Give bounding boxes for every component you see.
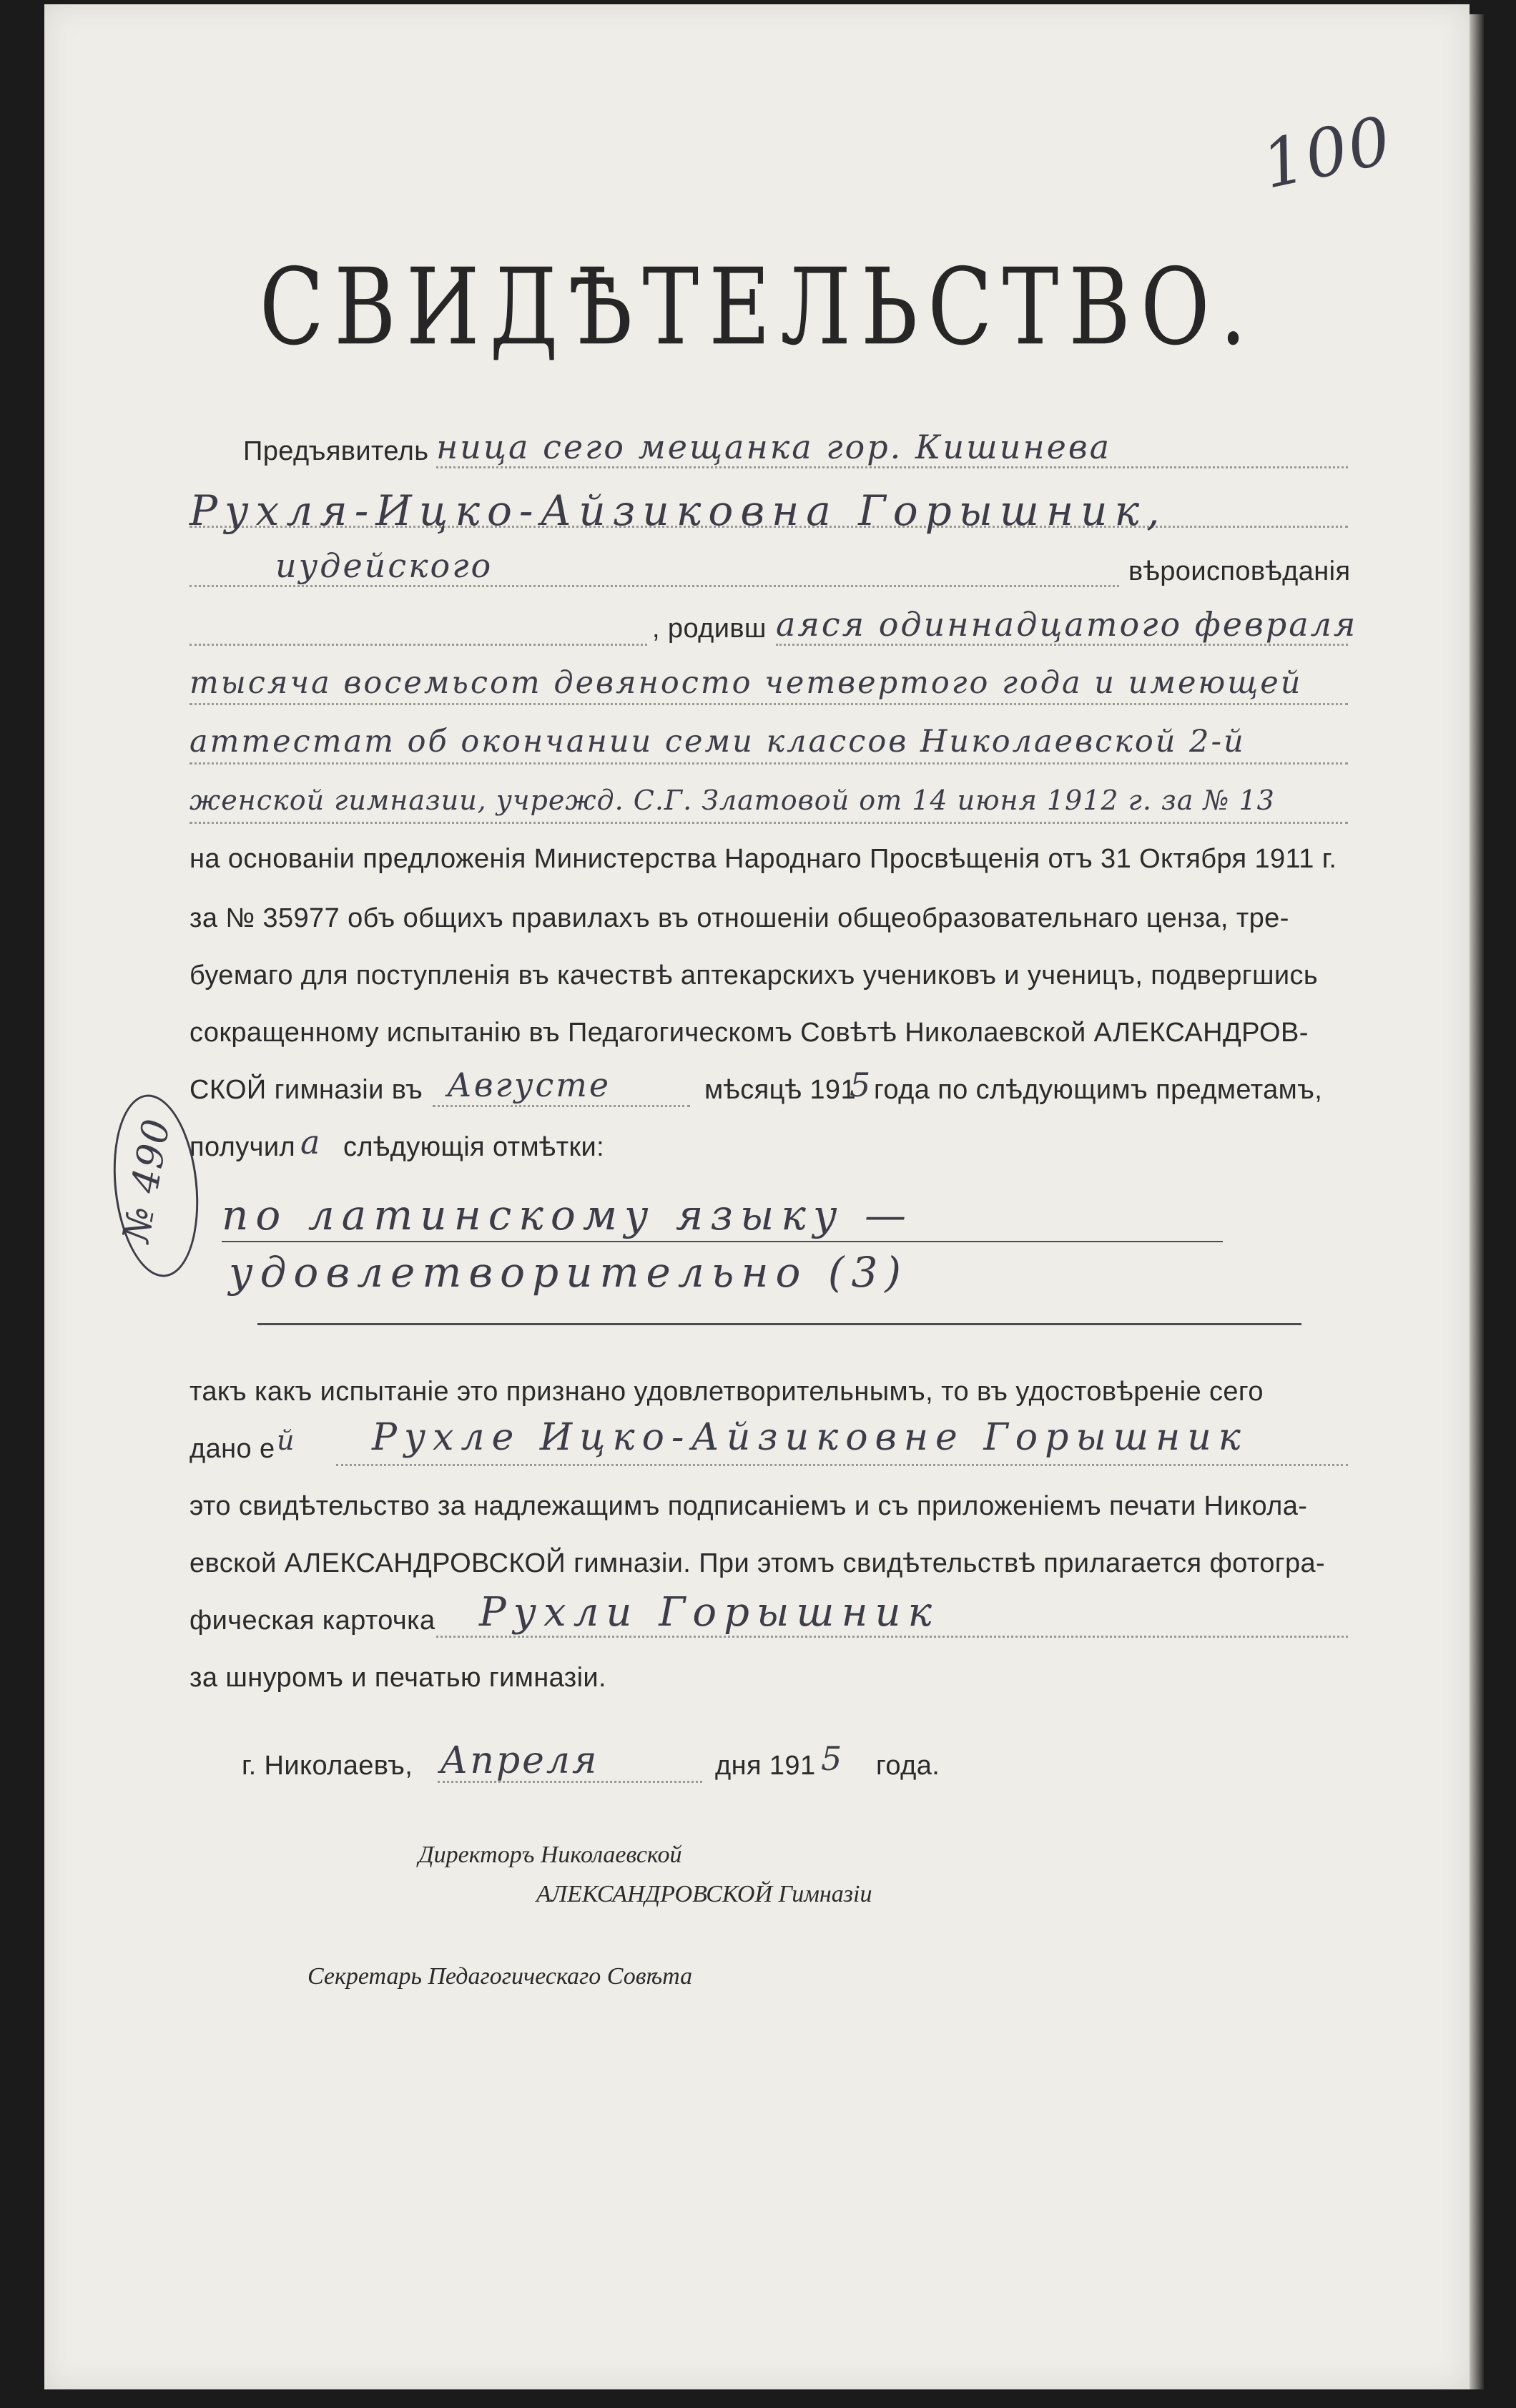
- fill-line: [436, 1636, 1348, 1638]
- fill-line: [336, 1464, 1348, 1466]
- fill-line: [190, 644, 647, 646]
- year-label: года.: [876, 1751, 940, 1781]
- exam-month-handwriting: Августе: [447, 1066, 611, 1104]
- name-handwriting: Рухля-Ицко-Айзиковна Горышник,: [190, 486, 1167, 535]
- attestat-handwriting: аттестат об окончании семи классов Николаевской 2-й: [190, 724, 1246, 760]
- text-line: за № 35977 объ общихъ правилахъ въ отношеніи общеобразовательнаго ценза, тре-: [190, 903, 1289, 933]
- text-line: такъ какъ испытаніе это признано удовлетворительнымъ, то въ удостовѣреніе сего: [190, 1377, 1264, 1407]
- exam-month-label: СКОЙ гимназіи въ: [190, 1075, 423, 1105]
- given-label: дано е: [190, 1434, 275, 1464]
- photo-label: фическая карточка: [190, 1606, 435, 1636]
- secretary-title: Секретарь Педагогическаго Совѣта: [307, 1963, 693, 1990]
- grades-label: слѣдующія отмѣтки:: [343, 1132, 605, 1162]
- given-name-handwriting: Рухле Ицко-Айзиковне Горышник: [372, 1416, 1248, 1459]
- fill-line: [222, 1241, 1223, 1242]
- birthdate-handwriting: аяся одиннадцатого февраля: [776, 605, 1358, 644]
- birthyear-handwriting: тысяча восемьсот девяносто четвертого года и имеющей: [190, 665, 1303, 701]
- born-label: , родивш: [652, 614, 767, 644]
- exam-year-handwriting: 5: [850, 1066, 873, 1104]
- margin-number: № 490: [114, 1114, 179, 1246]
- religion-handwriting: иудейского: [275, 546, 493, 585]
- grade-mark-handwriting: удовлетворительно (3): [229, 1248, 909, 1297]
- fill-line: [190, 762, 1348, 765]
- given-suffix-handwriting: й: [277, 1425, 297, 1456]
- text-line: буемаго для поступленія въ качествѣ аптекарскихъ учениковъ и ученицъ, подвергшись: [190, 960, 1319, 991]
- text-line: за шнуромъ и печатью гимназіи.: [190, 1663, 607, 1693]
- text-line: на основаніи предложенія Министерства Народнаго Просвѣщенія отъ 31 Октября 1911 г.: [190, 844, 1337, 874]
- photo-name-handwriting: Рухли Горышник: [479, 1589, 939, 1636]
- fill-line: [776, 644, 1348, 646]
- date-year-handwriting: 5: [821, 1739, 845, 1778]
- bearer-label: Предъявитель: [243, 436, 429, 466]
- director-title-line2: АЛЕКСАНДРОВСКОЙ Гимназіи: [536, 1881, 872, 1907]
- fill-line: [436, 466, 1348, 468]
- page-edge: [1470, 14, 1484, 2389]
- city-label: г. Николаевъ,: [242, 1751, 413, 1781]
- fill-line: [433, 1105, 690, 1107]
- page-title: СВИДѢТЕЛЬСТВО.: [259, 245, 1257, 369]
- fill-line: [190, 822, 1348, 824]
- page-number: 100: [1255, 102, 1399, 204]
- month-label: мѣсяцѣ 191: [704, 1075, 856, 1105]
- received-suffix-handwriting: а: [300, 1123, 323, 1161]
- subjects-label: года по слѣдующимъ предметамъ,: [874, 1075, 1323, 1105]
- date-month-handwriting: Апреля: [440, 1739, 599, 1782]
- day-label: дня 191: [715, 1751, 816, 1781]
- school-handwriting: женской гимназии, учрежд. С.Г. Златовой от 14 июня 1912 г. за № 13: [190, 785, 1275, 816]
- received-label: получил: [190, 1132, 296, 1162]
- fill-line: [257, 1323, 1301, 1325]
- religion-label: вѣроисповѣданія: [1128, 556, 1351, 586]
- text-line: это свидѣтельство за надлежащимъ подписаніемъ и съ приложеніемъ печати Никола-: [190, 1491, 1308, 1521]
- grade-subject-handwriting: по латинскому языку —: [222, 1191, 913, 1239]
- fill-line: [190, 585, 1119, 587]
- text-line: сокращенному испытанію въ Педагогическомъ Совѣтѣ Николаевской АЛЕКСАНДРОВ-: [190, 1018, 1309, 1048]
- text-line: евской АЛЕКСАНДРОВСКОЙ гимназіи. При этомъ свидѣтельствѣ прилагается фотогра-: [190, 1548, 1326, 1578]
- fill-line: [190, 703, 1348, 705]
- bearer-handwriting: ница сего мещанка гор. Кишинева: [436, 428, 1112, 466]
- director-title: Директоръ Николаевской: [418, 1842, 682, 1868]
